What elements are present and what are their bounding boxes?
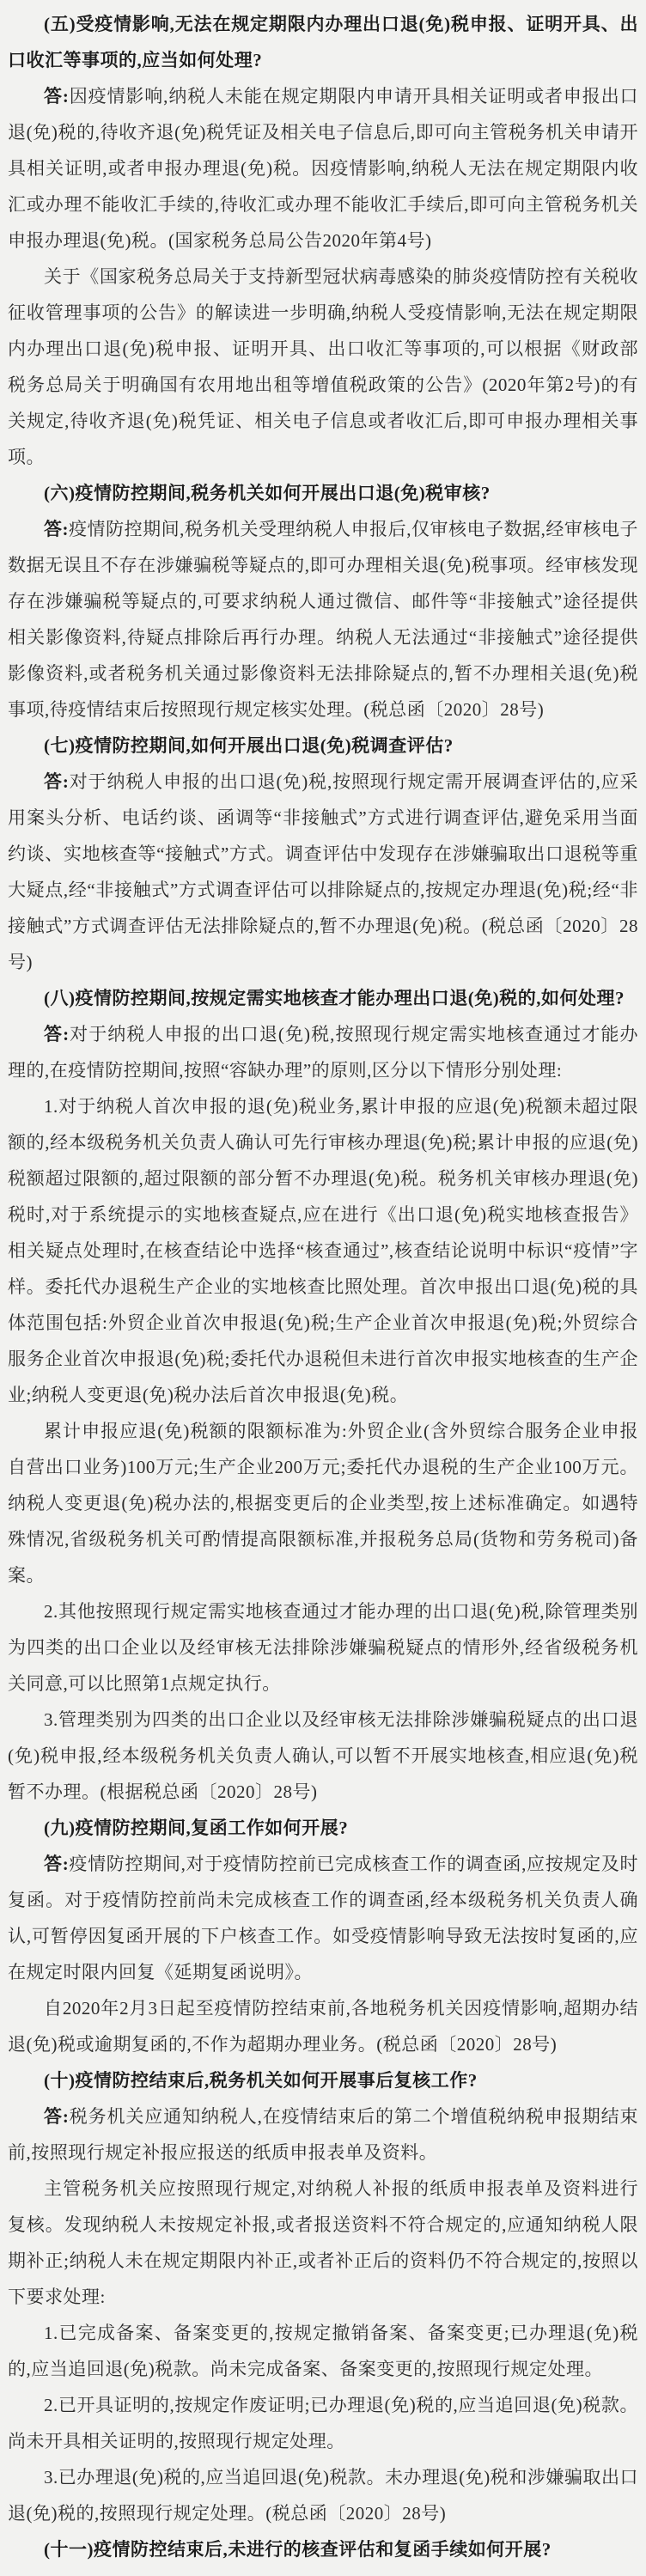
question-8-item-2: 2.其他按照现行规定需实地核查通过才能办理的出口退(免)税,除管理类别为四类的出口企业以及经审核无法排除涉嫌骗税疑点的情形外,经省级税务机关同意,可以比照第1点规定执行。 <box>8 1601 638 1694</box>
question-10-item-1: 1.已完成备案、备案变更的,按规定撤销备案、备案变更;已办理退(免)税的,应当追回退(免)税款。尚未完成备案、备案变更的,按照现行规定处理。 <box>8 2323 638 2379</box>
question-8-quota-paragraph: 累计申报应退(免)税额的限额标准为:外贸企业(含外贸综合服务企业申报自营出口业务)100万元;生产企业200万元;委托代办退税的生产企业100万元。纳税人变更退(免)税办法的,根据变更后的企业类型,按上述标准确定。如遇特殊情况,省级税务机关可酌情提高限额标准,并报税务总局(货物和劳务税司)备案。 <box>8 1421 638 1586</box>
question-10-heading: (十)疫情防控结束后,税务机关如何开展事后复核工作? <box>44 2070 478 2091</box>
question-8-answer <box>8 1016 638 1088</box>
question-9-answer <box>8 1846 638 1990</box>
answer-text: 疫情防控期间,对于疫情防控前已完成核查工作的调查函,应按规定及时复函。对于疫情防控前尚未完成核查工作的调查函,经本级税务机关负责人确认,可暂停因复函开展的下户核查工作。如受疫情影响导致无法按时复函的,应在规定时限内回复《延期复函说明》。 <box>8 1854 639 1982</box>
question-5-note: 关于《国家税务总局关于支持新型冠状病毒感染的肺炎疫情防控有关税收征收管理事项的公告》的解读进一步明确,纳税人受疫情影响,无法在规定期限内办理出口退(免)税申报、证明开具、出口收汇等事项的,可以根据《财政部 税务总局关于明确国有农用地出租等增值税政策的公告》(2020年第2号)的有关规定,待收齐退(免)税凭证、相关电子信息或者收汇后,即可申报办理相关事项。 <box>8 266 638 467</box>
question-7-heading: (七)疫情防控期间,如何开展出口退(免)税调查评估? <box>44 735 454 756</box>
question-8-item-3: 3.管理类别为四类的出口企业以及经审核无法排除涉嫌骗税疑点的出口退(免)税申报,经本级税务机关负责人确认,可以暂不开展实地核查,相应退(免)税暂不办理。(根据税总函〔2020〕28号) <box>8 1709 638 1802</box>
answer-label: 答: <box>44 1024 70 1044</box>
question-10-review-paragraph: 主管税务机关应按照现行规定,对纳税人补报的纸质申报表单及资料进行复核。发现纳税人未按规定补报,或者报送资料不符合规定的,应通知纳税人限期补正;纳税人未在规定期限内补正,或者补正后的资料仍不符合规定的,按照以下要求处理: <box>8 2178 638 2307</box>
answer-text: 对于纳税人申报的出口退(免)税,按照现行规定需实地核查通过才能办理的,在疫情防控期间,按照“容缺办理”的原则,区分以下情形分别处理: <box>8 1024 638 1081</box>
answer-text: 因疫情影响,纳税人未能在规定期限内申请开具相关证明或者申报出口退(免)税的,待收齐退(免)税凭证及相关电子信息后,即可向主管税务机关申请开具相关证明,或者申报办理退(免)税。因疫情影响,纳税人无法在规定期限内收汇或办理不能收汇手续的,待收汇或办理不能收汇手续后,即可向主管税务机关申报办理退(免)税。(国家税务总局公告2020年第4号) <box>8 86 639 251</box>
answer-label: 答: <box>44 1854 70 1874</box>
question-11-heading: (十一)疫情防控结束后,未进行的核查评估和复函手续如何开展? <box>44 2539 552 2560</box>
answer-label: 答: <box>44 2106 70 2127</box>
answer-text: 税务机关应通知纳税人,在疫情结束后的第二个增值税纳税申报期结束前,按照现行规定补报应报送的纸质申报表单及资料。 <box>8 2106 639 2163</box>
answer-text: 疫情防控期间,税务机关受理纳税人申报后,仅审核电子数据,经审核电子数据无误且不存在涉嫌骗税等疑点的,即可办理相关退(免)税事项。经审核发现存在涉嫌骗税等疑点的,可要求纳税人通过微信、邮件等“非接触式”途径提供相关影像资料,待疑点排除后再行办理。纳税人无法通过“非接触式”途径提供影像资料,或者税务机关通过影像资料无法排除疑点的,暂不办理相关退(免)税事项,待疫情结束后按照现行规定核实处理。(税总函〔2020〕28号) <box>8 519 638 720</box>
answer-label: 答: <box>44 519 70 539</box>
answer-label: 答: <box>44 771 70 792</box>
question-10-item-3: 3.已办理退(免)税的,应当追回退(免)税款。未办理退(免)税和涉嫌骗取出口退(免)税的,按照现行规定处理。(税总函〔2020〕28号) <box>8 2467 638 2524</box>
question-9-heading: (九)疫情防控期间,复函工作如何开展? <box>44 1818 349 1838</box>
question-6-heading: (六)疫情防控期间,税务机关如何开展出口退(免)税审核? <box>44 483 491 503</box>
question-6-answer <box>8 511 638 728</box>
question-9-note: 自2020年2月3日起至疫情防控结束前,各地税务机关因疫情影响,超期办结退(免)税或逾期复函的,不作为超期办理业务。(税总函〔2020〕28号) <box>8 1998 638 2055</box>
question-10-item-2: 2.已开具证明的,按规定作废证明;已办理退(免)税的,应当追回退(免)税款。尚未开具相关证明的,按照现行规定处理。 <box>8 2395 638 2451</box>
question-8-item-1: 1.对于纳税人首次申报的退(免)税业务,累计申报的应退(免)税额未超过限额的,经本级税务机关负责人确认可先行审核办理退(免)税;累计申报的应退(免)税额超过限额的,超过限额的部分暂不办理退(免)税。税务机关审核办理退(免)税时,对于系统提示的实地核查疑点,应在进行《出口退(免)税实地核查报告》相关疑点处理时,在核查结论中选择“核查通过”,核查结论说明中标识“疫情”字样。委托代办退税生产企业的实地核查比照处理。首次申报出口退(免)税的具体范围包括:外贸企业首次申报退(免)税;生产企业首次申报退(免)税;外贸综合服务企业首次申报退(免)税;委托代办退税但未进行首次申报实地核查的生产企业;纳税人变更退(免)税办法后首次申报退(免)税。 <box>8 1096 638 1405</box>
question-10-answer <box>8 2098 638 2171</box>
question-8-heading: (八)疫情防控期间,按规定需实地核查才能办理出口退(免)税的,如何处理? <box>44 988 625 1008</box>
question-5-answer <box>8 78 638 259</box>
answer-text: 对于纳税人申报的出口退(免)税,按照现行规定需开展调查评估的,应采用案头分析、电话约谈、函调等“非接触式”方式进行调查评估,避免采用当面约谈、实地核查等“接触式”方式。调查评估中发现存在涉嫌骗取出口退税等重大疑点,经“非接触式”方式调查评估可以排除疑点的,按规定办理退(免)税;经“非接触式”方式调查评估无法排除疑点的,暂不办理退(免)税。(税总函〔2020〕28号) <box>8 771 639 972</box>
answer-label: 答: <box>44 86 70 107</box>
question-5-heading: (五)受疫情影响,无法在规定期限内办理出口退(免)税申报、证明开具、出口收汇等事项的,应当如何处理? <box>8 14 638 70</box>
question-7-answer <box>8 764 638 980</box>
